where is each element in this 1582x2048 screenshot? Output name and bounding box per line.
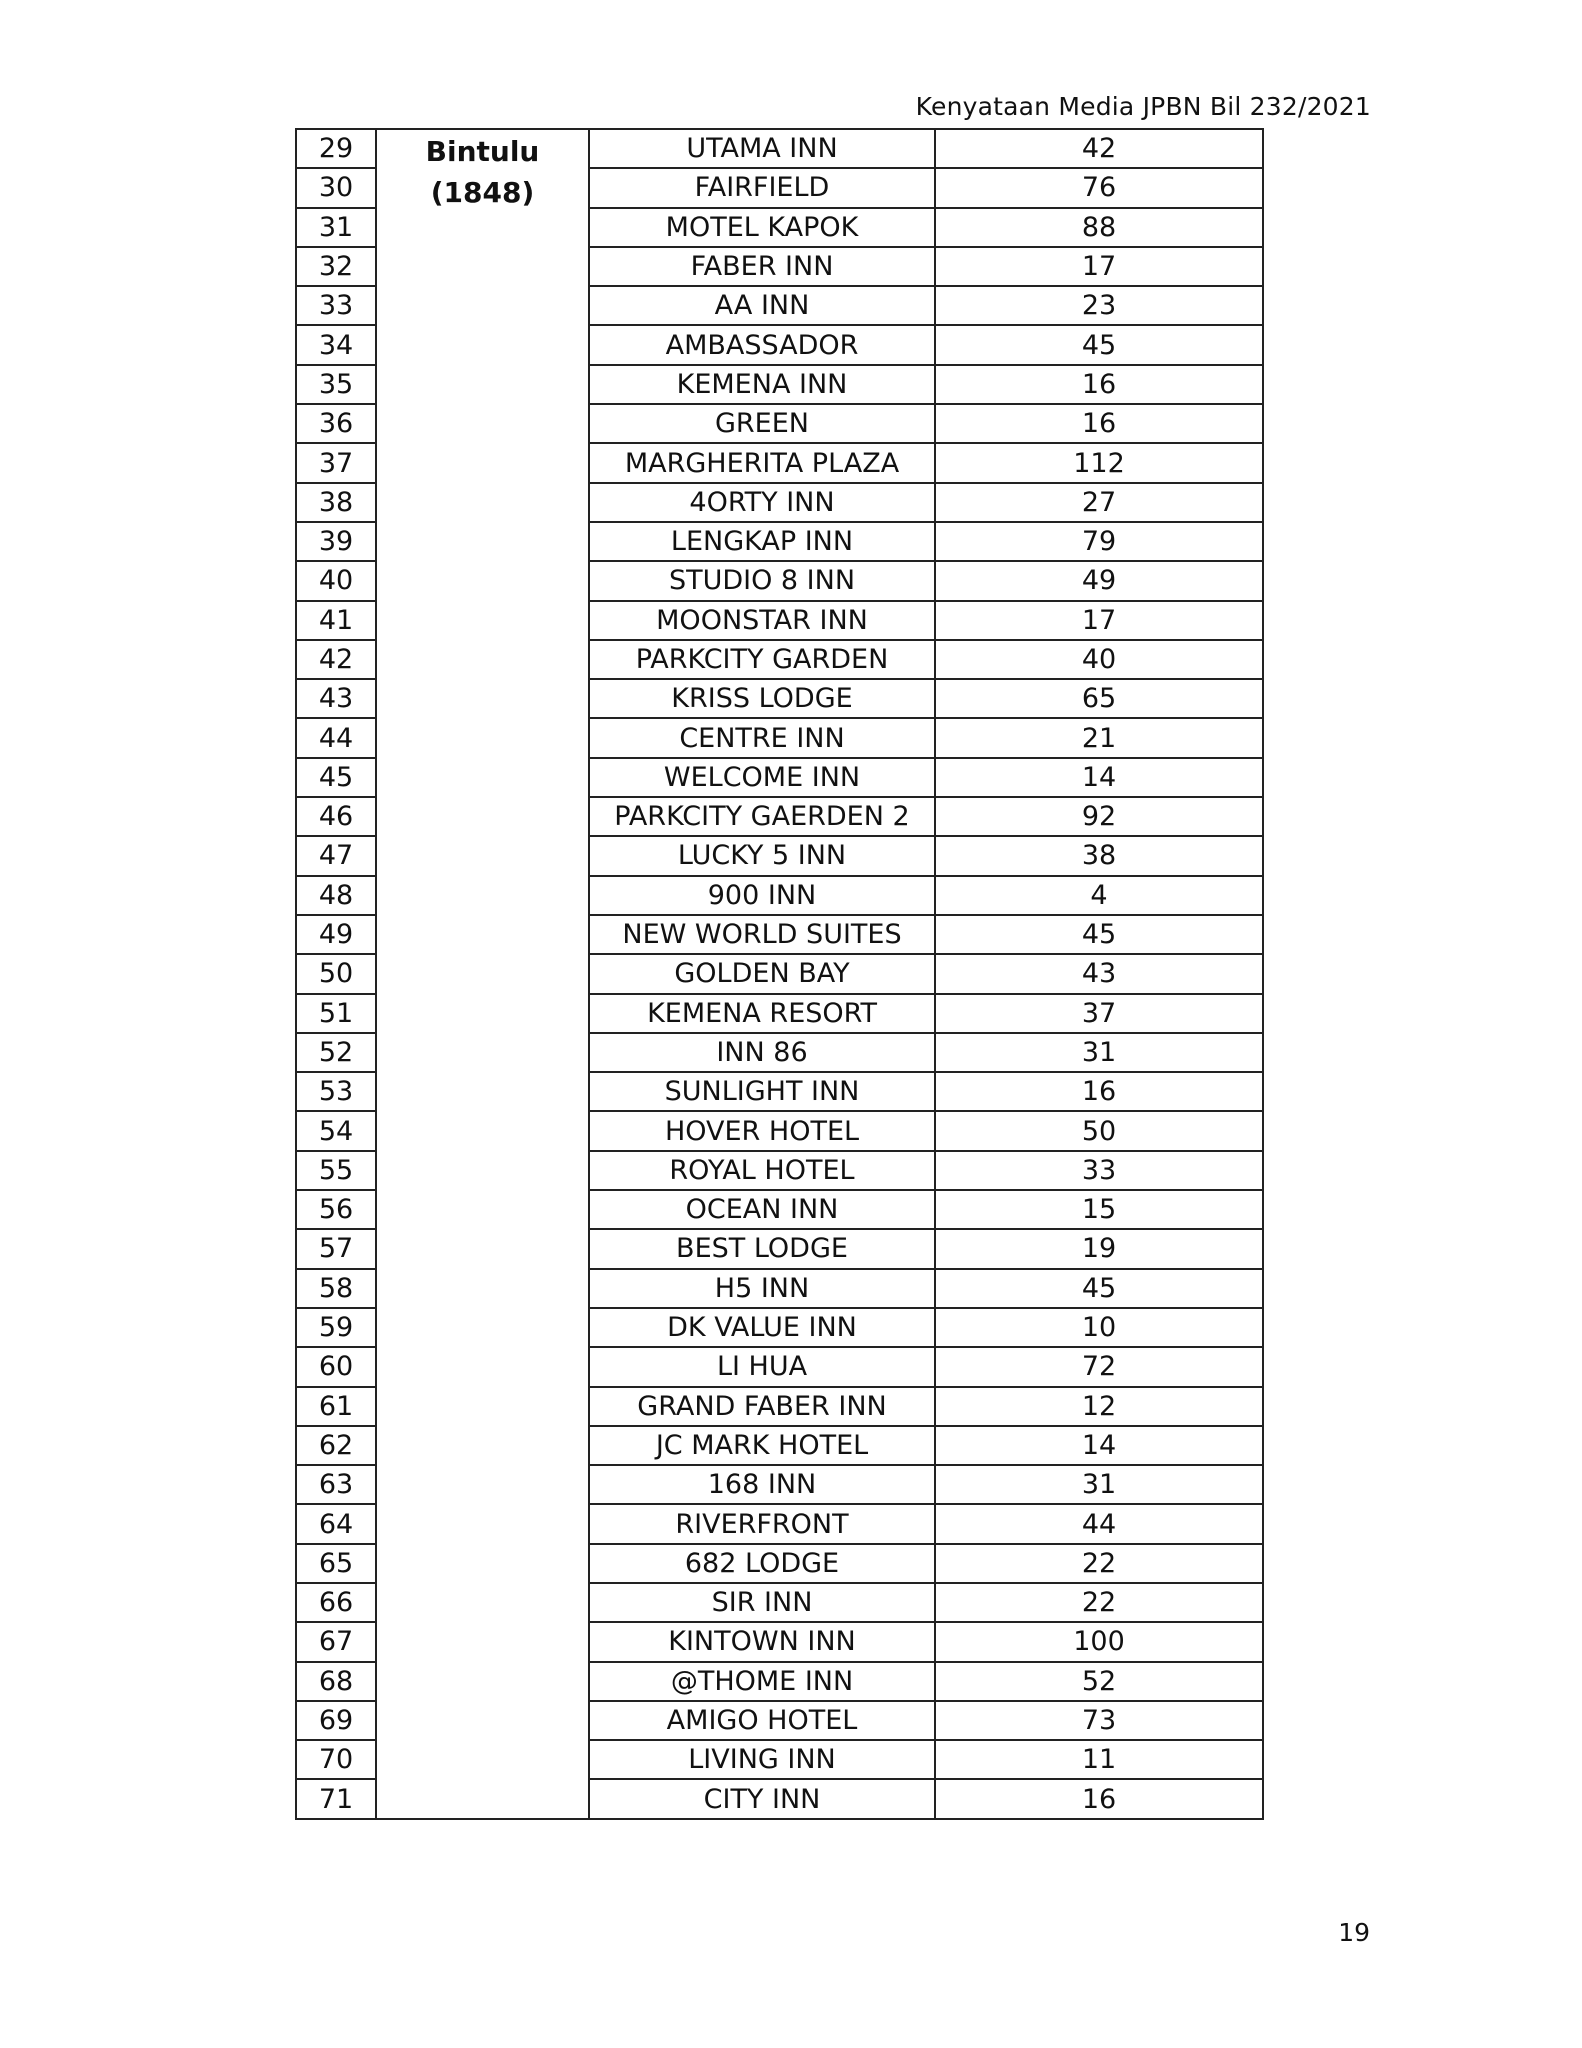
premise-name-cell: @THOME INN xyxy=(589,1662,935,1701)
row-number-cell: 67 xyxy=(296,1622,376,1661)
count-cell: 31 xyxy=(935,1465,1263,1504)
count-cell: 17 xyxy=(935,247,1263,286)
premise-name-cell: FABER INN xyxy=(589,247,935,286)
premise-name-cell: WELCOME INN xyxy=(589,758,935,797)
premise-name-cell: UTAMA INN xyxy=(589,129,935,168)
premise-name-cell: CITY INN xyxy=(589,1779,935,1818)
count-cell: 16 xyxy=(935,404,1263,443)
premise-name-cell: MOTEL KAPOK xyxy=(589,208,935,247)
premise-name-cell: BEST LODGE xyxy=(589,1229,935,1268)
row-number-cell: 50 xyxy=(296,954,376,993)
count-cell: 4 xyxy=(935,876,1263,915)
premise-name-cell: GREEN xyxy=(589,404,935,443)
count-cell: 40 xyxy=(935,640,1263,679)
premise-name-cell: 900 INN xyxy=(589,876,935,915)
premise-name-cell: JC MARK HOTEL xyxy=(589,1426,935,1465)
premise-name-cell: PARKCITY GAERDEN 2 xyxy=(589,797,935,836)
premise-name-cell: AMIGO HOTEL xyxy=(589,1701,935,1740)
premise-name-cell: NEW WORLD SUITES xyxy=(589,915,935,954)
count-cell: 38 xyxy=(935,836,1263,875)
row-number-cell: 32 xyxy=(296,247,376,286)
count-cell: 14 xyxy=(935,758,1263,797)
row-number-cell: 58 xyxy=(296,1269,376,1308)
row-number-cell: 68 xyxy=(296,1662,376,1701)
row-number-cell: 61 xyxy=(296,1387,376,1426)
row-number-cell: 39 xyxy=(296,522,376,561)
count-cell: 42 xyxy=(935,129,1263,168)
premise-name-cell: GOLDEN BAY xyxy=(589,954,935,993)
count-cell: 52 xyxy=(935,1662,1263,1701)
count-cell: 45 xyxy=(935,915,1263,954)
count-cell: 50 xyxy=(935,1111,1263,1150)
row-number-cell: 55 xyxy=(296,1151,376,1190)
row-number-cell: 45 xyxy=(296,758,376,797)
count-cell: 16 xyxy=(935,1779,1263,1818)
premise-name-cell: GRAND FABER INN xyxy=(589,1387,935,1426)
premise-name-cell: PARKCITY GARDEN xyxy=(589,640,935,679)
premise-name-cell: RIVERFRONT xyxy=(589,1504,935,1543)
premise-name-cell: KEMENA INN xyxy=(589,365,935,404)
row-number-cell: 33 xyxy=(296,286,376,325)
count-cell: 14 xyxy=(935,1426,1263,1465)
row-number-cell: 63 xyxy=(296,1465,376,1504)
row-number-cell: 56 xyxy=(296,1190,376,1229)
premise-name-cell: H5 INN xyxy=(589,1269,935,1308)
count-cell: 92 xyxy=(935,797,1263,836)
count-cell: 15 xyxy=(935,1190,1263,1229)
count-cell: 45 xyxy=(935,1269,1263,1308)
quarantine-centre-table xyxy=(295,128,1264,1820)
count-cell: 65 xyxy=(935,679,1263,718)
count-cell: 73 xyxy=(935,1701,1263,1740)
count-cell: 112 xyxy=(935,443,1263,482)
count-cell: 33 xyxy=(935,1151,1263,1190)
premise-name-cell: MOONSTAR INN xyxy=(589,601,935,640)
row-number-cell: 40 xyxy=(296,561,376,600)
page-number: 19 xyxy=(1338,1918,1370,1947)
row-number-cell: 62 xyxy=(296,1426,376,1465)
row-number-cell: 34 xyxy=(296,325,376,364)
count-cell: 76 xyxy=(935,168,1263,207)
row-number-cell: 36 xyxy=(296,404,376,443)
premise-name-cell: CENTRE INN xyxy=(589,718,935,757)
row-number-cell: 65 xyxy=(296,1544,376,1583)
count-cell: 23 xyxy=(935,286,1263,325)
row-number-cell: 71 xyxy=(296,1779,376,1818)
premise-name-cell: SUNLIGHT INN xyxy=(589,1072,935,1111)
row-number-cell: 46 xyxy=(296,797,376,836)
count-cell: 49 xyxy=(935,561,1263,600)
count-cell: 43 xyxy=(935,954,1263,993)
premise-name-cell: MARGHERITA PLAZA xyxy=(589,443,935,482)
table-body xyxy=(296,129,1263,1819)
premise-name-cell: ROYAL HOTEL xyxy=(589,1151,935,1190)
row-number-cell: 51 xyxy=(296,994,376,1033)
count-cell: 10 xyxy=(935,1308,1263,1347)
row-number-cell: 52 xyxy=(296,1033,376,1072)
row-number-cell: 57 xyxy=(296,1229,376,1268)
row-number-cell: 60 xyxy=(296,1347,376,1386)
count-cell: 17 xyxy=(935,601,1263,640)
division-total: (1848) xyxy=(430,176,535,209)
row-number-cell: 41 xyxy=(296,601,376,640)
premise-name-cell: 682 LODGE xyxy=(589,1544,935,1583)
premise-name-cell: FAIRFIELD xyxy=(589,168,935,207)
count-cell: 44 xyxy=(935,1504,1263,1543)
premise-name-cell: KEMENA RESORT xyxy=(589,994,935,1033)
row-number-cell: 53 xyxy=(296,1072,376,1111)
division-name: Bintulu xyxy=(425,135,540,168)
count-cell: 16 xyxy=(935,365,1263,404)
premise-name-cell: KRISS LODGE xyxy=(589,679,935,718)
row-number-cell: 47 xyxy=(296,836,376,875)
premise-name-cell: LENGKAP INN xyxy=(589,522,935,561)
premise-name-cell: 4ORTY INN xyxy=(589,483,935,522)
row-number-cell: 42 xyxy=(296,640,376,679)
row-number-cell: 31 xyxy=(296,208,376,247)
row-number-cell: 44 xyxy=(296,718,376,757)
premise-name-cell: LUCKY 5 INN xyxy=(589,836,935,875)
row-number-cell: 43 xyxy=(296,679,376,718)
row-number-cell: 30 xyxy=(296,168,376,207)
count-cell: 16 xyxy=(935,1072,1263,1111)
division-cell xyxy=(376,129,589,1819)
document-header: Kenyataan Media JPBN Bil 232/2021 xyxy=(915,92,1371,121)
count-cell: 22 xyxy=(935,1544,1263,1583)
premise-name-cell: AA INN xyxy=(589,286,935,325)
count-cell: 72 xyxy=(935,1347,1263,1386)
row-number-cell: 29 xyxy=(296,129,376,168)
count-cell: 27 xyxy=(935,483,1263,522)
count-cell: 45 xyxy=(935,325,1263,364)
row-number-cell: 49 xyxy=(296,915,376,954)
premise-name-cell: LIVING INN xyxy=(589,1740,935,1779)
count-cell: 88 xyxy=(935,208,1263,247)
row-number-cell: 69 xyxy=(296,1701,376,1740)
premise-name-cell: SIR INN xyxy=(589,1583,935,1622)
count-cell: 21 xyxy=(935,718,1263,757)
premise-name-cell: INN 86 xyxy=(589,1033,935,1072)
row-number-cell: 54 xyxy=(296,1111,376,1150)
premise-name-cell: AMBASSADOR xyxy=(589,325,935,364)
count-cell: 19 xyxy=(935,1229,1263,1268)
count-cell: 37 xyxy=(935,994,1263,1033)
count-cell: 100 xyxy=(935,1622,1263,1661)
row-number-cell: 70 xyxy=(296,1740,376,1779)
count-cell: 11 xyxy=(935,1740,1263,1779)
row-number-cell: 35 xyxy=(296,365,376,404)
premise-name-cell: HOVER HOTEL xyxy=(589,1111,935,1150)
premise-name-cell: 168 INN xyxy=(589,1465,935,1504)
count-cell: 31 xyxy=(935,1033,1263,1072)
premise-name-cell: LI HUA xyxy=(589,1347,935,1386)
premise-name-cell: OCEAN INN xyxy=(589,1190,935,1229)
row-number-cell: 37 xyxy=(296,443,376,482)
row-number-cell: 38 xyxy=(296,483,376,522)
count-cell: 22 xyxy=(935,1583,1263,1622)
row-number-cell: 66 xyxy=(296,1583,376,1622)
premise-name-cell: KINTOWN INN xyxy=(589,1622,935,1661)
row-number-cell: 48 xyxy=(296,876,376,915)
premise-name-cell: DK VALUE INN xyxy=(589,1308,935,1347)
premise-name-cell: STUDIO 8 INN xyxy=(589,561,935,600)
row-number-cell: 64 xyxy=(296,1504,376,1543)
row-number-cell: 59 xyxy=(296,1308,376,1347)
count-cell: 12 xyxy=(935,1387,1263,1426)
table-row xyxy=(296,129,1263,168)
count-cell: 79 xyxy=(935,522,1263,561)
